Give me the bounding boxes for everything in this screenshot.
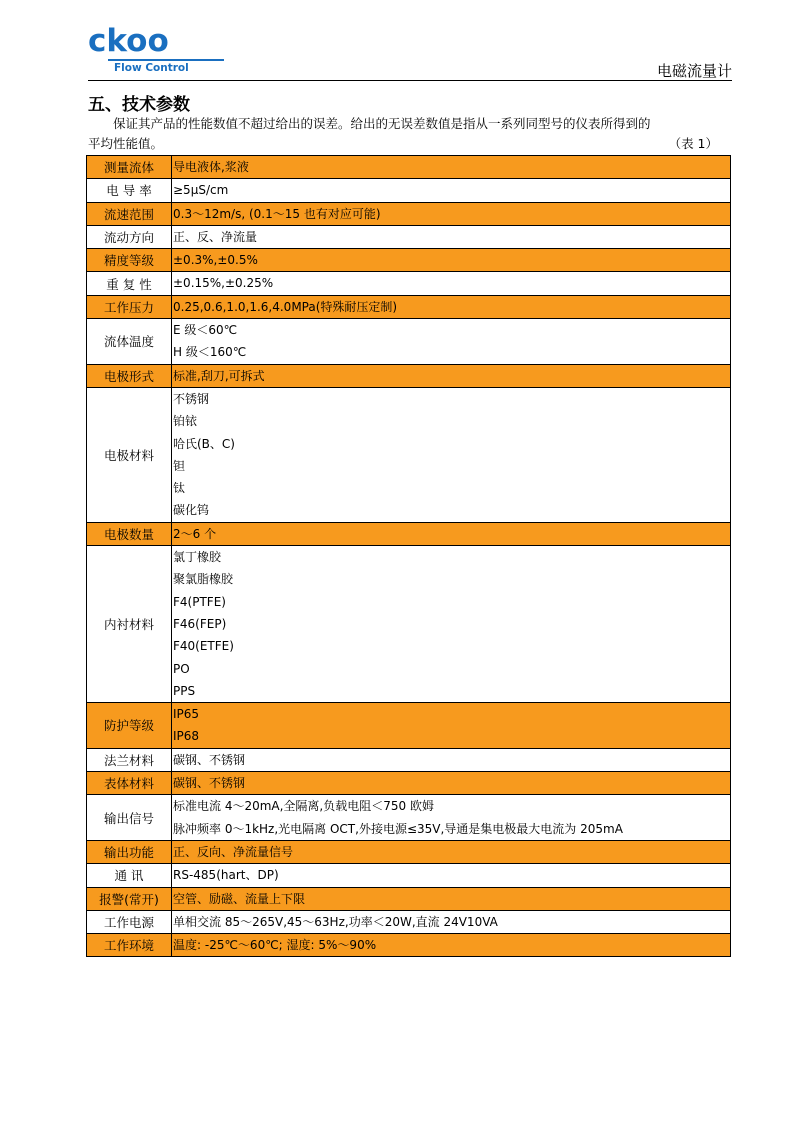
logo-subtitle: Flow Control [114, 62, 189, 74]
row-value [172, 156, 731, 179]
value-line: ±0.15%,±0.25% [173, 276, 274, 291]
intro-paragraph [88, 114, 732, 154]
row-value [172, 864, 731, 887]
value-line: 正、反、净流量 [173, 229, 258, 244]
row-label: 工作压力 [87, 295, 172, 318]
row-label: 通 讯 [87, 864, 172, 887]
row-label: 防护等级 [87, 703, 172, 749]
value-line: 脉冲频率 0～1kHz,光电隔离 OCT,外接电源≤35V,导通是集电极最大电流为 205mA [173, 821, 623, 836]
row-value [172, 772, 731, 795]
row-label: 法兰材料 [87, 748, 172, 771]
row-label: 流体温度 [87, 319, 172, 365]
value-line: 正、反向、净流量信号 [173, 844, 294, 859]
value-line: 碳钢、不锈钢 [173, 776, 246, 791]
row-value [172, 748, 731, 771]
header-divider [88, 80, 732, 81]
row-label: 电极材料 [87, 387, 172, 522]
table-row [87, 840, 731, 863]
row-value [172, 202, 731, 225]
value-line: PPS [173, 683, 196, 698]
row-label: 流速范围 [87, 202, 172, 225]
document-header-title: 电磁流量计 [656, 62, 732, 80]
value-line: 不锈钢 [173, 391, 210, 406]
value-line: F4(PTFE) [173, 594, 226, 609]
value-line: 氯丁橡胶 [173, 550, 222, 565]
value-line: 哈氏(B、C) [173, 436, 235, 451]
value-line: 钽 [173, 458, 186, 473]
row-label: 报警(常开) [87, 887, 172, 910]
row-label: 重 复 性 [87, 272, 172, 295]
table-row [87, 795, 731, 841]
row-label: 工作环境 [87, 934, 172, 957]
row-label: 表体材料 [87, 772, 172, 795]
table-row [87, 546, 731, 703]
value-line: 标准电流 4～20mA,全隔离,负载电阻＜750 欧姆 [173, 799, 434, 814]
table-row [87, 225, 731, 248]
value-line: 空管、励磁、流量上下限 [173, 891, 306, 906]
row-value [172, 295, 731, 318]
value-line: 0.25,0.6,1.0,1.6,4.0MPa(特殊耐压定制) [173, 299, 398, 314]
table-row [87, 319, 731, 365]
value-line: 导电液体,浆液 [173, 160, 249, 174]
table-row [87, 202, 731, 225]
value-line: H 级＜160℃ [173, 345, 247, 360]
row-value [172, 934, 731, 957]
value-line: 碳化钨 [173, 503, 210, 518]
value-line: ±0.3%,±0.5% [173, 253, 258, 268]
row-label: 测量流体 [87, 156, 172, 179]
table-row [87, 387, 731, 522]
row-value [172, 840, 731, 863]
row-label: 输出功能 [87, 840, 172, 863]
value-line: F40(ETFE) [173, 639, 234, 654]
value-line: IP68 [173, 729, 200, 744]
row-label: 输出信号 [87, 795, 172, 841]
value-line: IP65 [173, 707, 200, 722]
value-line: ≥5μS/cm [173, 183, 229, 198]
row-value [172, 249, 731, 272]
row-value [172, 387, 731, 522]
intro-line-1: 保证其产品的性能数值不超过给出的误差。给出的无误差数值是指从一系列同型号的仪表所得到的 [113, 116, 651, 131]
row-value [172, 522, 731, 545]
table-row [87, 364, 731, 387]
intro-line-2: 平均性能值。 [88, 136, 164, 151]
company-logo [88, 24, 228, 74]
table-row [87, 179, 731, 202]
row-label: 精度等级 [87, 249, 172, 272]
row-value [172, 887, 731, 910]
row-label: 电极数量 [87, 522, 172, 545]
table-row [87, 295, 731, 318]
row-value [172, 179, 731, 202]
spec-table [86, 155, 731, 957]
value-line: 标准,刮刀,可拆式 [173, 368, 265, 383]
table-row [87, 249, 731, 272]
table-row [87, 703, 731, 749]
row-value [172, 225, 731, 248]
row-value [172, 546, 731, 703]
value-line: 0.3～12m/s, (0.1～15 也有对应可能) [173, 206, 381, 221]
table-row [87, 522, 731, 545]
logo-wordmark: ckoo [88, 23, 169, 59]
row-value [172, 703, 731, 749]
table-row [87, 934, 731, 957]
row-value [172, 272, 731, 295]
value-line: 温度: -25℃～60℃; 湿度: 5%～90% [173, 938, 377, 953]
row-value [172, 910, 731, 933]
table-row [87, 864, 731, 887]
logo-underline [108, 59, 224, 61]
row-value [172, 319, 731, 365]
row-value [172, 364, 731, 387]
table-reference: （表 1） [668, 136, 718, 151]
value-line: 聚氯脂橡胶 [173, 572, 234, 587]
value-line: RS-485(hart、DP) [173, 868, 279, 883]
value-line: 钛 [173, 481, 186, 496]
value-line: F46(FEP) [173, 616, 227, 631]
spec-table-body [87, 156, 731, 957]
table-row [87, 272, 731, 295]
value-line: 单相交流 85～265V,45～63Hz,功率＜20W,直流 24V10VA [173, 914, 498, 929]
value-line: 2～6 个 [173, 526, 217, 541]
row-label: 电极形式 [87, 364, 172, 387]
section-heading: 五、技术参数 [88, 95, 190, 115]
row-label: 流动方向 [87, 225, 172, 248]
value-line: 铂铱 [173, 414, 198, 429]
table-row [87, 156, 731, 179]
row-value [172, 795, 731, 841]
row-label: 电 导 率 [87, 179, 172, 202]
table-row [87, 887, 731, 910]
row-label: 工作电源 [87, 910, 172, 933]
value-line: E 级＜60℃ [173, 323, 238, 338]
row-label: 内衬材料 [87, 546, 172, 703]
value-line: PO [173, 661, 190, 676]
value-line: 碳钢、不锈钢 [173, 752, 246, 767]
table-row [87, 748, 731, 771]
table-row [87, 772, 731, 795]
table-row [87, 910, 731, 933]
